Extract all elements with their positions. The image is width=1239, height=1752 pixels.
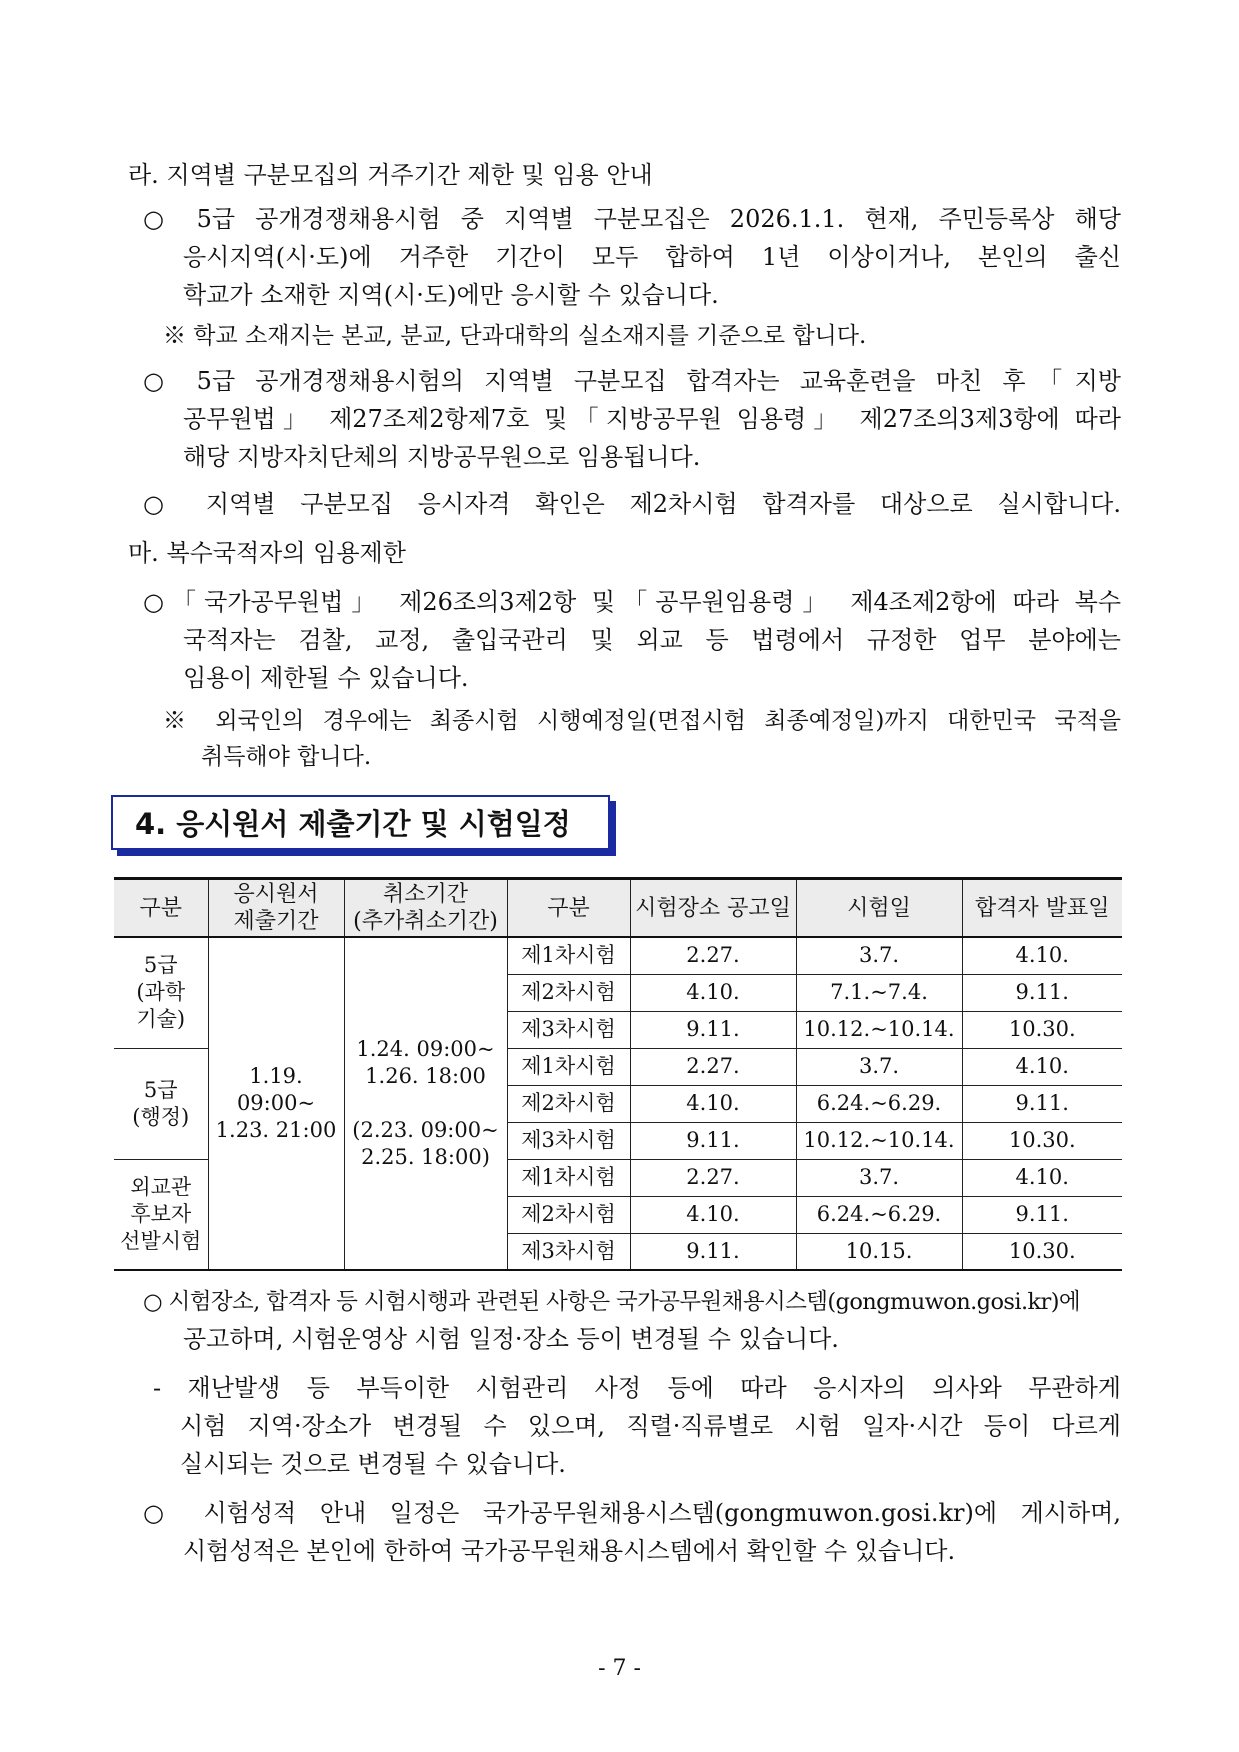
header-result-date: 합격자 발표일: [962, 879, 1122, 938]
section-ra-bullet1-line3: 학교가 소재한 지역(시·도)에만 응시할 수 있습니다.: [183, 281, 719, 309]
table-header-row: [114, 879, 1122, 938]
section-ra-note: ※ 학교 소재지는 본교, 분교, 단과대학의 실소재지를 기준으로 합니다.: [163, 323, 867, 349]
exam-stage: 제1차시험: [507, 1048, 630, 1085]
exam-date: 10.12.~10.14.: [796, 1011, 962, 1048]
cancel-period: 1.24. 09:00~ 1.26. 18:00 (2.23. 09:00~ 2.25. 18:00): [344, 937, 507, 1270]
venue-announce-date: 9.11.: [630, 1233, 796, 1270]
header-cancel-period: 취소기간 (추가취소기간): [344, 879, 507, 938]
section-ma-note-line1: ※ 외국인의 경우에는 최종시험 시행예정일(면접시험 최종예정일)까지 대한민국 국적을: [163, 708, 1121, 734]
after-dash1-line3: 실시되는 것으로 변경될 수 있습니다.: [180, 1450, 566, 1478]
exam-stage: 제2차시험: [507, 974, 630, 1011]
section-ra-heading: 라. 지역별 구분모집의 거주기간 제한 및 임용 안내: [128, 161, 653, 189]
section-ma-bullet1-line2: 국적자는 검찰, 교정, 출입국관리 및 외교 등 법령에서 규정한 업무 분야에는: [183, 626, 1121, 654]
section-ra-bullet2-line2: 공무원법」 제27조제2항제7호 및「지방공무원 임용령」 제27조의3제3항에 따라: [183, 405, 1121, 433]
header-exam-stage: 구분: [507, 879, 630, 938]
result-date: 9.11.: [962, 1085, 1122, 1122]
exam-date: 10.12.~10.14.: [796, 1122, 962, 1159]
after-bullet1-line2: 공고하며, 시험운영상 시험 일정·장소 등이 변경될 수 있습니다.: [183, 1325, 839, 1353]
result-date: 4.10.: [962, 937, 1122, 974]
after-bullet2-line1: ○ 시험성적 안내 일정은 국가공무원채용시스템(gongmuwon.gosi.kr)에 게시하며,: [143, 1499, 1121, 1527]
after-dash1-line1: - 재난발생 등 부득이한 시험관리 사정 등에 따라 응시자의 의사와 무관하게: [153, 1374, 1121, 1402]
result-date: 10.30.: [962, 1011, 1122, 1048]
venue-announce-date: 4.10.: [630, 1085, 796, 1122]
venue-announce-date: 2.27.: [630, 1159, 796, 1196]
section-ra-bullet3: ○ 지역별 구분모집 응시자격 확인은 제2차시험 합격자를 대상으로 실시합니다.: [143, 490, 1121, 518]
venue-announce-date: 4.10.: [630, 1196, 796, 1233]
group-label: 5급 (행정): [114, 1048, 208, 1159]
section-ra-bullet1-line2: 응시지역(시·도)에 거주한 기간이 모두 합하여 1년 이상이거나, 본인의 출신: [183, 243, 1121, 271]
header-application-period: 응시원서 제출기간: [208, 879, 344, 938]
exam-date: 3.7.: [796, 1159, 962, 1196]
group-label: 5급 (과학 기술): [114, 937, 208, 1048]
exam-stage: 제2차시험: [507, 1085, 630, 1122]
exam-schedule-table: [114, 877, 1122, 1271]
section-ra-bullet2-line1: ○ 5급 공개경쟁채용시험의 지역별 구분모집 합격자는 교육훈련을 마친 후「지방: [143, 367, 1121, 395]
venue-announce-date: 9.11.: [630, 1122, 796, 1159]
exam-date: 3.7.: [796, 937, 962, 974]
exam-stage: 제1차시험: [507, 937, 630, 974]
section4-title: 4. 응시원서 제출기간 및 시험일정: [111, 795, 610, 850]
header-venue-announce: 시험장소 공고일: [630, 879, 796, 938]
table-row: [114, 937, 1122, 974]
section-ra-bullet1-line1: ○ 5급 공개경쟁채용시험 중 지역별 구분모집은 2026.1.1. 현재, 주민등록상 해당: [143, 205, 1121, 233]
exam-date: 6.24.~6.29.: [796, 1085, 962, 1122]
page-number: - 7 -: [598, 1656, 641, 1681]
result-date: 10.30.: [962, 1233, 1122, 1270]
venue-announce-date: 2.27.: [630, 1048, 796, 1085]
result-date: 10.30.: [962, 1122, 1122, 1159]
after-dash1-line2: 시험 지역·장소가 변경될 수 있으며, 직렬·직류별로 시험 일자·시간 등이 다르게: [180, 1412, 1121, 1440]
exam-date: 6.24.~6.29.: [796, 1196, 962, 1233]
application-period: 1.19. 09:00~ 1.23. 21:00: [208, 937, 344, 1270]
venue-announce-date: 9.11.: [630, 1011, 796, 1048]
section-ma-bullet1-line1: ○「국가공무원법」 제26조의3제2항 및「공무원임용령」 제4조제2항에 따라 복수: [143, 588, 1121, 616]
section-ma-note-line2: 취득해야 합니다.: [201, 744, 372, 770]
section-ma-heading: 마. 복수국적자의 임용제한: [128, 539, 406, 567]
section-ma-bullet1-line3: 임용이 제한될 수 있습니다.: [183, 664, 469, 692]
exam-stage: 제2차시험: [507, 1196, 630, 1233]
result-date: 4.10.: [962, 1159, 1122, 1196]
exam-date: 3.7.: [796, 1048, 962, 1085]
header-exam-date: 시험일: [796, 879, 962, 938]
after-bullet1-line1: ○ 시험장소, 합격자 등 시험시행과 관련된 사항은 국가공무원채용시스템(gongmuwon.gosi.kr)에: [143, 1289, 1081, 1315]
result-date: 9.11.: [962, 1196, 1122, 1233]
after-bullet2-line2: 시험성적은 본인에 한하여 국가공무원채용시스템에서 확인할 수 있습니다.: [183, 1537, 956, 1565]
section-ra-bullet2-line3: 해당 지방자치단체의 지방공무원으로 임용됩니다.: [183, 443, 701, 471]
header-category: 구분: [114, 879, 208, 938]
exam-date: 7.1.~7.4.: [796, 974, 962, 1011]
venue-announce-date: 2.27.: [630, 937, 796, 974]
exam-stage: 제3차시험: [507, 1011, 630, 1048]
exam-stage: 제1차시험: [507, 1159, 630, 1196]
exam-stage: 제3차시험: [507, 1122, 630, 1159]
venue-announce-date: 4.10.: [630, 974, 796, 1011]
group-label: 외교관 후보자 선발시험: [114, 1159, 208, 1270]
exam-date: 10.15.: [796, 1233, 962, 1270]
exam-stage: 제3차시험: [507, 1233, 630, 1270]
result-date: 4.10.: [962, 1048, 1122, 1085]
result-date: 9.11.: [962, 974, 1122, 1011]
